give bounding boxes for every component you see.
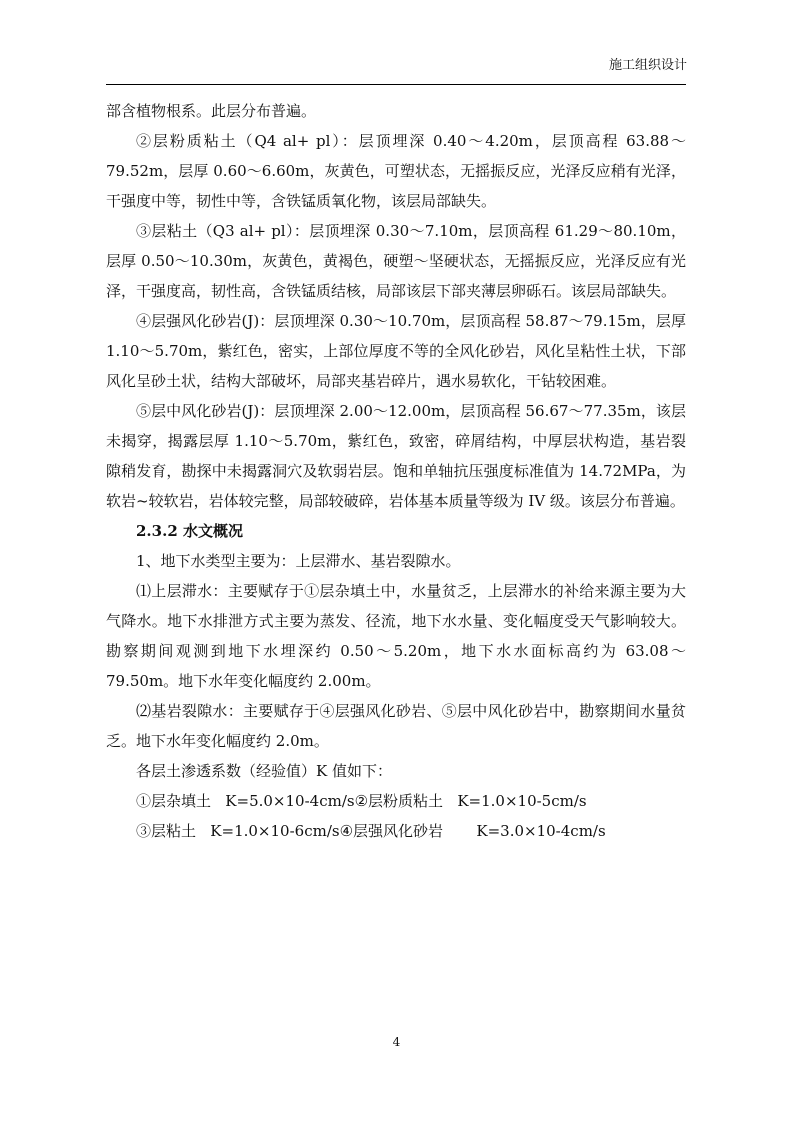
document-body (106, 96, 686, 846)
paragraph-layer2: ②层粉质粘土（Q4 al+ pl）：层顶埋深 0.40～4.20m，层顶高程 63.88～79.52m，层厚 0.60～6.60m，灰黄色，可塑状态，无摇振反应，光泽反应稍有光泽，干强度中等，韧性中等，含铁锰质氧化物，该层局部缺失。 (106, 132, 686, 210)
paragraph-bedrock-fissure-water: ⑵基岩裂隙水：主要赋存于④层强风化砂岩、⑤层中风化砂岩中，勘察期间水量贫乏。地下水年变化幅度约 2.0m。 (106, 702, 686, 750)
paragraph-perched-water: ⑴上层滞水：主要赋存于①层杂填土中，水量贫乏，上层滞水的补给来源主要为大气降水。地下水排泄方式主要为蒸发、径流，地下水水量、变化幅度受天气影响较大。勘察期间观测到地下水埋深约 0.50～5.20m，地下水水面标高约为 63.08～79.50m。地下水年变化幅度约 2.00m。 (106, 582, 686, 690)
permeability-row-2: ③层粘土 K=1.0×10-6cm/s④层强风化砂岩 K=3.0×10-4cm/s (136, 822, 606, 840)
paragraph-layer1-tail: 部含植物根系。此层分布普遍。 (106, 102, 317, 120)
paragraph-layer4: ④层强风化砂岩(J)：层顶埋深 0.30～10.70m，层顶高程 58.87～79.15m，层厚 1.10～5.70m，紫红色，密实，上部位厚度不等的全风化砂岩，风化呈粘性土状，下部风化呈砂土状，结构大部破坏，局部夹基岩碎片，遇水易软化，干钻较困难。 (106, 312, 686, 390)
section-heading-hydrology: 2.3.2 水文概况 (136, 522, 243, 540)
paragraph-permeability-intro: 各层土渗透系数（经验值）K 值如下： (136, 762, 392, 780)
page-number: 4 (392, 1035, 401, 1049)
paragraph-layer5: ⑤层中风化砂岩(J)：层顶埋深 2.00～12.00m，层顶高程 56.67～77.35m，该层未揭穿，揭露层厚 1.10～5.70m，紫红色，致密，碎屑结构，中厚层状构造，基岩裂隙稍发育，勘探中未揭露洞穴及软弱岩层。饱和单轴抗压强度标准值为 14.72MPa，为软岩~较软岩，岩体较完整，局部较破碎，岩体基本质量等级为 IV 级。该层分布普遍。 (106, 402, 686, 510)
header-title: 施工组织设计 (608, 58, 687, 73)
permeability-row-1: ①层杂填土 K=5.0×10-4cm/s②层粉质粘土 K=1.0×10-5cm/s (136, 792, 587, 810)
header-divider (106, 84, 686, 85)
paragraph-layer3: ③层粘土（Q3 al+ pl）：层顶埋深 0.30～7.10m，层顶高程 61.29～80.10m，层厚 0.50～10.30m，灰黄色，黄褐色，硬塑～坚硬状态，无摇振反应，光泽反应有光泽，干强度高，韧性高，含铁锰质结核，局部该层下部夹薄层卵砾石。该层局部缺失。 (106, 222, 686, 300)
paragraph-groundwater-types: 1、地下水类型主要为：上层滞水、基岩裂隙水。 (136, 552, 461, 570)
